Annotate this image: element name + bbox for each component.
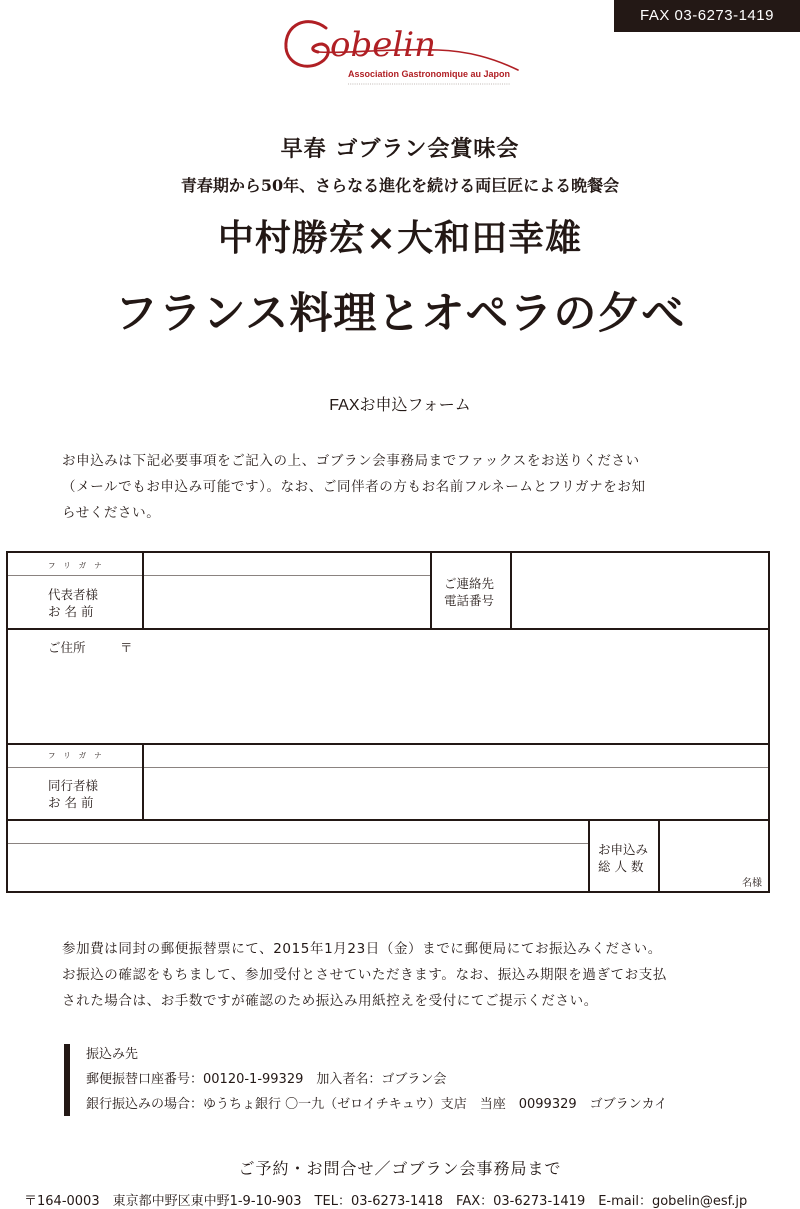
phone-label-line2: 電話番号 [444, 593, 495, 608]
event-main-title: フランス料理とオペラの夕べ [114, 289, 686, 339]
form-name: FAXお申込フォーム [329, 397, 471, 414]
payment-line: お振込の確認をもちまして、参加受付とさせていただきます。なお、振込み期限を過ぎてお支払 [62, 967, 667, 983]
postal-mark: 〒 [120, 640, 133, 655]
rep-furigana-label: フリガナ [48, 561, 110, 570]
contact-details: 〒164-0003 東京都中野区東中野1-9-10-903 TEL：03-6273-1418 FAX：03-6273-1419 E-mail：gobelin@esf.jp [24, 1194, 748, 1209]
bank-info [86, 1042, 667, 1117]
total-people-label-line1: お申込み [598, 842, 649, 857]
gobelin-logo-mark [278, 8, 528, 92]
intro-line: お申込みは下記必要事項をご記入の上、ゴブラン会事務局までファックスをお送りください [62, 453, 640, 469]
companion-furigana-label: フリガナ [48, 751, 110, 760]
total-people-unit: 名様 [742, 878, 762, 889]
intro-text [62, 448, 752, 526]
rep-name-label [48, 586, 98, 620]
bank-heading: 振込み先 [86, 1047, 139, 1062]
phone-label [444, 575, 494, 609]
companion-name-field[interactable] [144, 768, 768, 819]
payment-text [62, 936, 762, 1014]
address-label: ご住所 [48, 640, 86, 655]
postal-account: 郵便振替口座番号：00120-1-99329 加入者名：ゴブラン会 [86, 1072, 447, 1087]
companion-furigana-field[interactable] [144, 745, 768, 767]
companion-name-label-line1: 同行者様 [48, 778, 99, 793]
bank-account: 銀行振込みの場合：ゆうちょ銀行 〇一九（ゼロイチキュウ）支店 当座 0099329 ゴブランカイ [86, 1097, 668, 1112]
logo-tagline: Association Gastronomique au Japon [348, 69, 511, 79]
phone-label-line1: ご連絡先 [444, 576, 495, 591]
rep-name-field[interactable] [144, 576, 430, 628]
event-series-title: 早春 ゴブラン会賞味会 [280, 136, 520, 162]
phone-field[interactable] [512, 553, 768, 628]
address-field[interactable] [8, 630, 768, 743]
companion-name-label-line2: お 名 前 [48, 795, 94, 810]
companion-name-label [48, 777, 98, 811]
payment-line: された場合は、お手数ですが確認のため振込み用紙控えを受付にてご提示ください。 [62, 993, 598, 1009]
rep-name-label-line1: 代表者様 [48, 587, 99, 602]
intro-line: らせください。 [62, 505, 161, 521]
total-people-label [598, 841, 648, 875]
divider [430, 553, 432, 628]
total-people-label-line2: 総 人 数 [598, 859, 644, 874]
extra-companion-field[interactable] [8, 821, 588, 893]
fax-number-tab: FAX 03-6273-1419 [614, 0, 800, 32]
rep-furigana-field[interactable] [144, 553, 430, 575]
contact-heading: ご予約・お問合せ／ゴブラン会事務局まで [238, 1159, 562, 1178]
rep-name-label-line2: お 名 前 [48, 604, 94, 619]
application-form [6, 551, 770, 893]
intro-line: （メールでもお申込み可能です）。なお、ご同伴者の方もお名前フルネームとフリガナをお知 [62, 479, 646, 495]
bank-info-bar [64, 1044, 70, 1116]
payment-line: 参加費は同封の郵便振替票にて、2015年1月23日（金）までに郵便局にてお振込みください。 [62, 941, 662, 957]
gobelin-logo [278, 8, 528, 92]
svg-text:obelin: obelin [330, 25, 437, 65]
divider [588, 819, 590, 893]
chefs-title: 中村勝宏×大和田幸雄 [217, 217, 583, 259]
event-subtitle: 青春期から50年、さらなる進化を続ける両巨匠による晩餐会 [180, 176, 620, 195]
